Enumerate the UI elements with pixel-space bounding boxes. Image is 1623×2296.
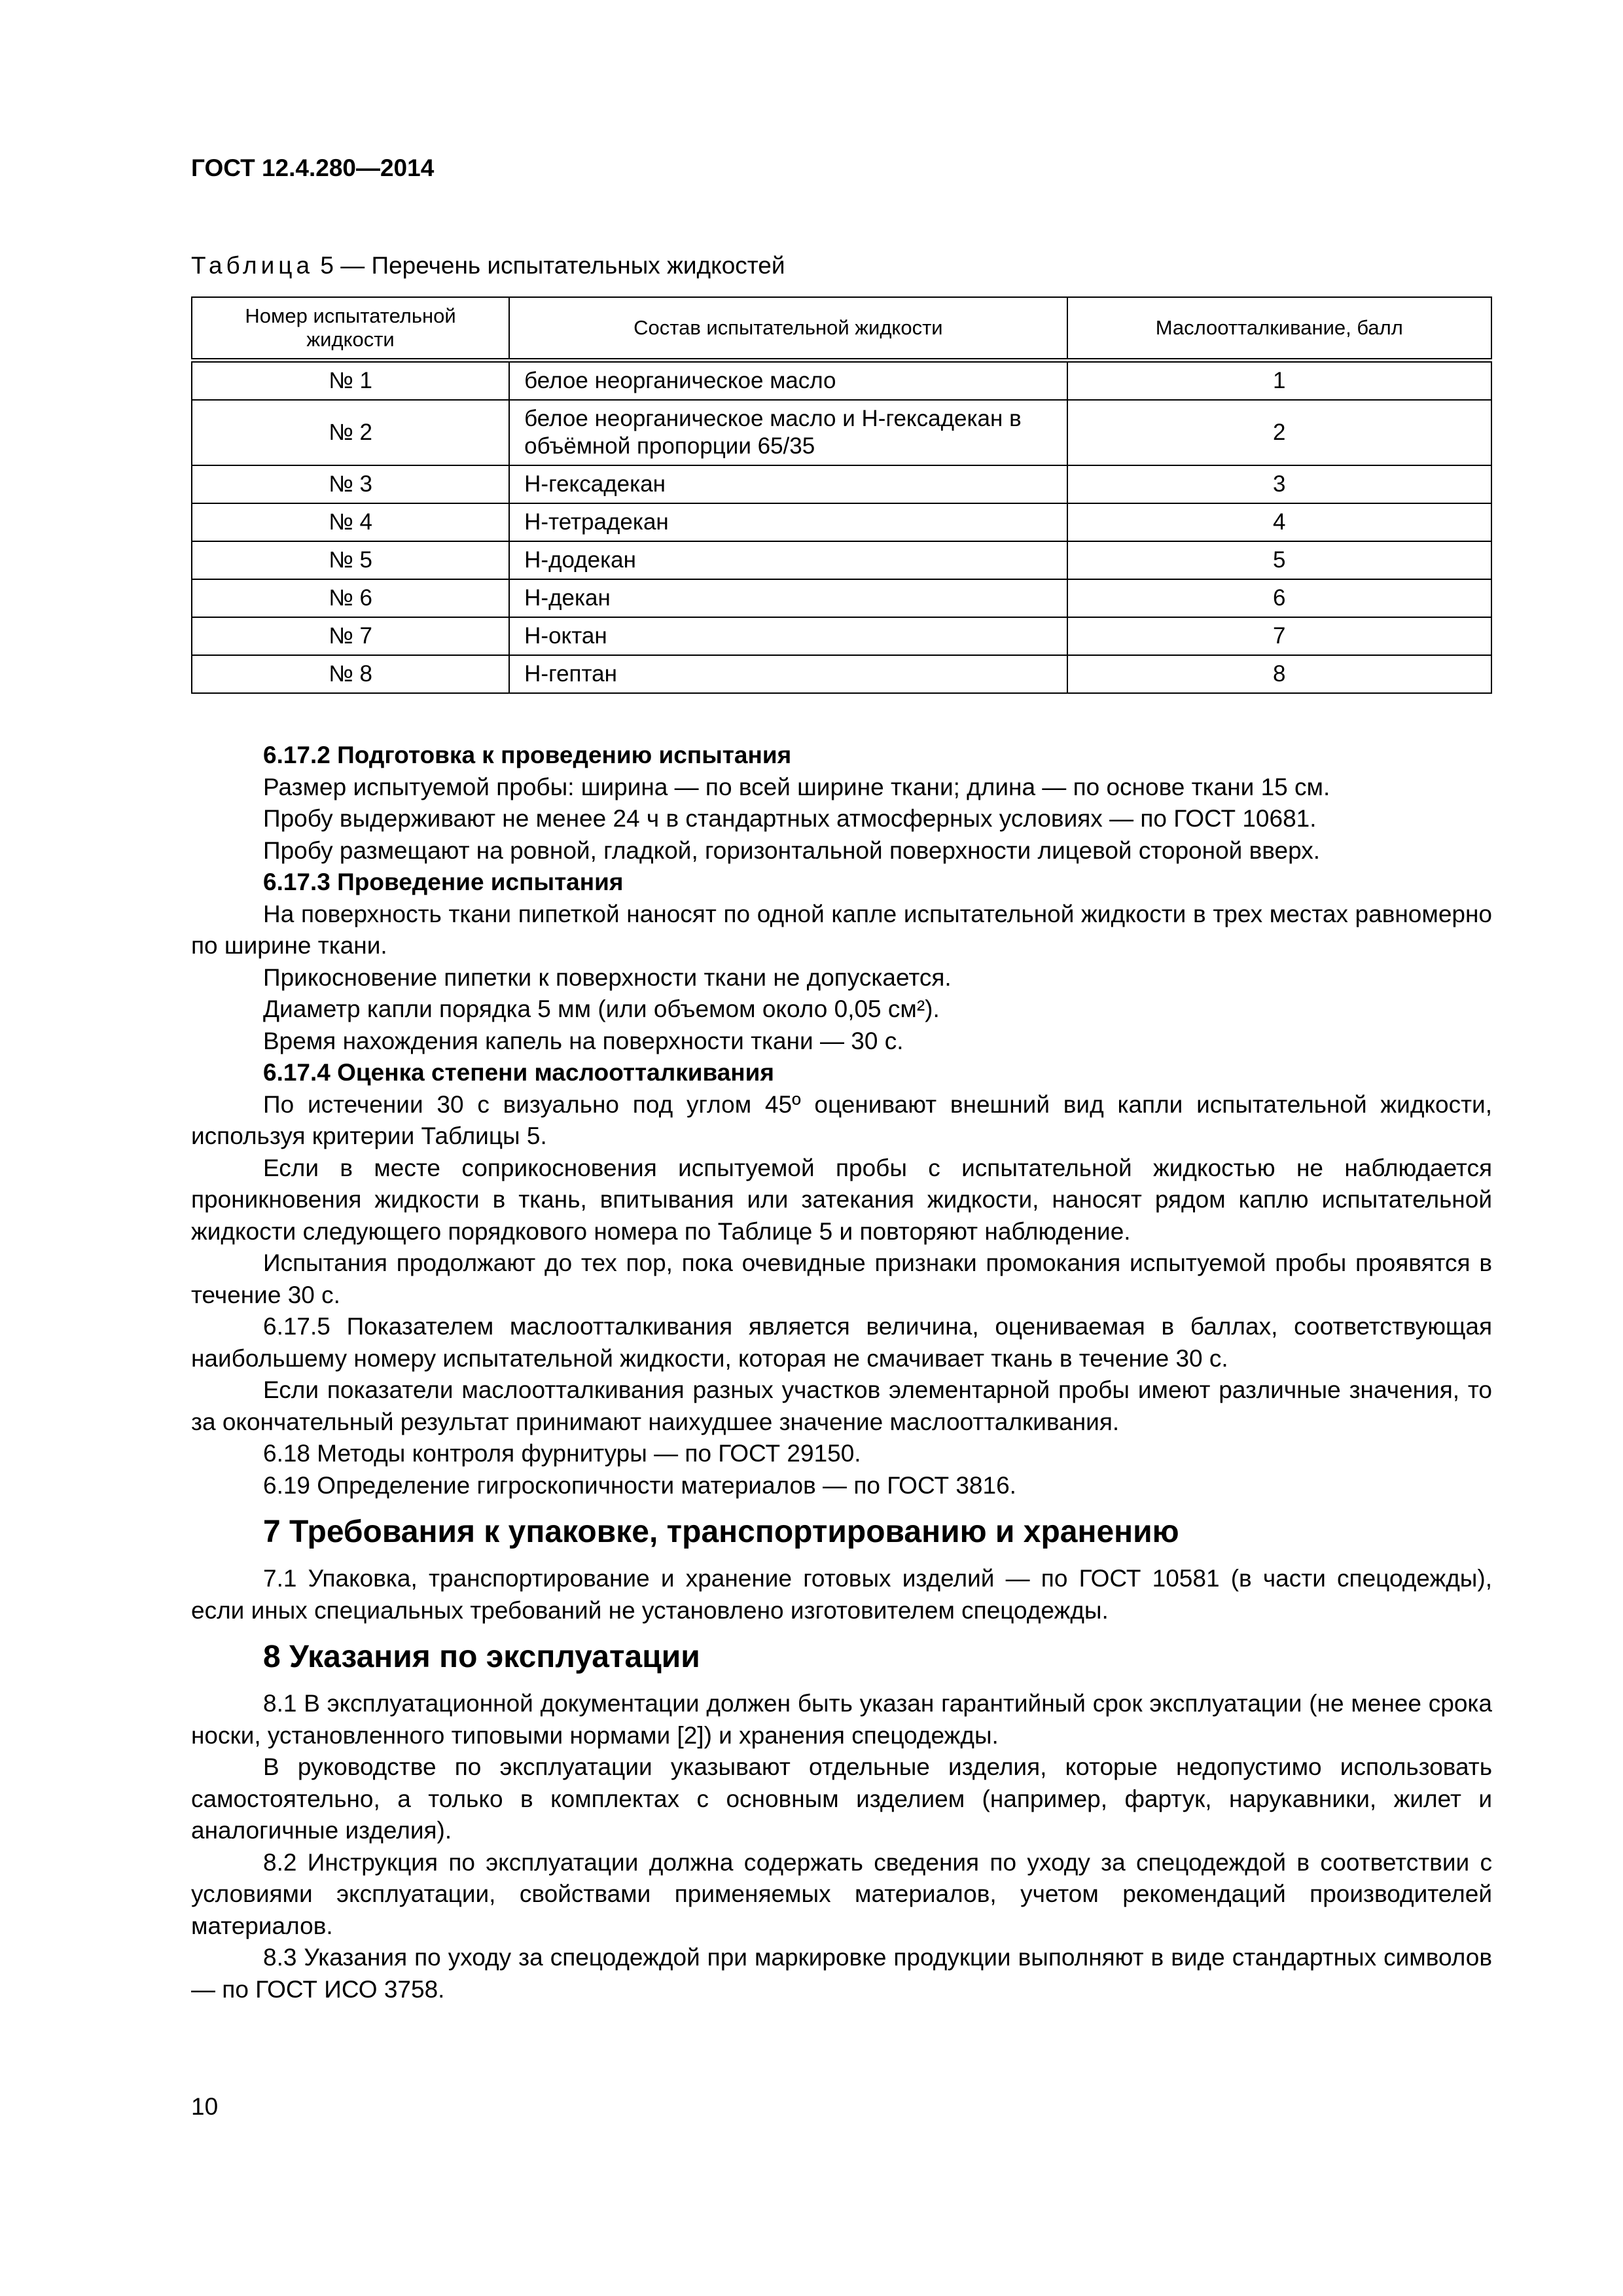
table-caption-word: Таблица xyxy=(191,252,314,279)
cell-score: 2 xyxy=(1067,400,1491,465)
cell-number: № 7 xyxy=(192,617,509,655)
paragraph-8-2: 8.2 Инструкция по эксплуатации должна содержать сведения по уходу за спецодеждой в соответствии с условиями эксплуатации, свойствами применяемых материалов, учетом рекомендаций производителей материалов. xyxy=(191,1848,1492,1939)
section-heading-6-17-3: 6.17.3 Проведение испытания xyxy=(263,869,624,895)
cell-composition: Н-декан xyxy=(509,579,1067,617)
table-row xyxy=(192,503,1491,541)
cell-score: 5 xyxy=(1067,541,1491,579)
section-heading-6-17-4: 6.17.4 Оценка степени маслоотталкивания xyxy=(263,1059,774,1086)
cell-composition: белое неорганическое масло xyxy=(509,361,1067,401)
paragraph-8-1: 8.1 В эксплуатационной документации должен быть указан гарантийный срок эксплуатации (не менее срока носки, установленного типовыми нормами [2]) и хранения спецодежды. xyxy=(191,1690,1492,1749)
paragraph: Прикосновение пипетки к поверхности ткани не допускается. xyxy=(263,963,952,991)
paragraph: Размер испытуемой пробы: ширина — по всей ширине ткани; длина — по основе ткани 15 см. xyxy=(263,773,1330,800)
cell-composition: Н-гексадекан xyxy=(509,465,1067,503)
cell-number: № 5 xyxy=(192,541,509,579)
cell-number: № 1 xyxy=(192,361,509,401)
paragraph: Если в месте соприкосновения испытуемой пробы с испытательной жидкостью не наблюдается проникновения жидкости в ткань, впитывания или затекания жидкости, наносят рядом каплю испытательной жидкости следующего порядкового номера по Таблице 5 и повторяют наблюдение. xyxy=(191,1154,1492,1245)
cell-composition: Н-тетрадекан xyxy=(509,503,1067,541)
paragraph-8-3: 8.3 Указания по уходу за спецодеждой при маркировке продукции выполняют в виде стандартных символов — по ГОСТ ИСО 3758. xyxy=(191,1944,1492,2003)
cell-composition: Н-гептан xyxy=(509,655,1067,693)
section-heading-6-17-2: 6.17.2 Подготовка к проведению испытания xyxy=(263,742,792,768)
paragraph: На поверхность ткани пипеткой наносят по одной капле испытательной жидкости в трех местах равномерно по ширине ткани. xyxy=(191,900,1492,959)
table-header-row xyxy=(192,297,1491,361)
paragraph: По истечении 30 с визуально под углом 45º оценивают внешний вид капли испытательной жидкости, используя критерии Таблицы 5. xyxy=(191,1090,1492,1149)
header-liquid-number: Номер испытательной жидкости xyxy=(192,297,509,361)
header-liquid-composition: Состав испытательной жидкости xyxy=(509,297,1067,361)
section-heading-8: 8 Указания по эксплуатации xyxy=(263,1640,700,1674)
cell-number: № 3 xyxy=(192,465,509,503)
test-liquids-table xyxy=(191,296,1492,694)
cell-number: № 6 xyxy=(192,579,509,617)
paragraph: Время нахождения капель на поверхности ткани — 30 с. xyxy=(263,1027,904,1054)
table-row xyxy=(192,617,1491,655)
table-row xyxy=(192,541,1491,579)
paragraph-6-19: 6.19 Определение гигроскопичности материалов — по ГОСТ 3816. xyxy=(263,1471,1016,1499)
table-row xyxy=(192,400,1491,465)
cell-composition: Н-додекан xyxy=(509,541,1067,579)
cell-composition: белое неорганическое масло и Н-гексадекан в объёмной пропорции 65/35 xyxy=(509,400,1067,465)
cell-score: 3 xyxy=(1067,465,1491,503)
section-heading-7: 7 Требования к упаковке, транспортированию и хранению xyxy=(263,1515,1179,1549)
table-caption xyxy=(191,252,785,279)
header-oil-repellency: Маслоотталкивание, балл xyxy=(1067,297,1491,361)
table-caption-text: 5 — Перечень испытательных жидкостей xyxy=(320,252,785,279)
paragraph: Пробу выдерживают не менее 24 ч в стандартных атмосферных условиях — по ГОСТ 10681. xyxy=(263,805,1317,832)
paragraph: Диаметр капли порядка 5 мм (или объемом около 0,05 см²). xyxy=(263,996,940,1022)
cell-number: № 8 xyxy=(192,655,509,693)
table-row xyxy=(192,655,1491,693)
cell-score: 6 xyxy=(1067,579,1491,617)
paragraph: В руководстве по эксплуатации указывают отдельные изделия, которые недопустимо использовать самостоятельно, а только в комплектах с основным изделием (например, фартук, нарукавники, жилет и аналогичные изделия). xyxy=(191,1753,1492,1844)
paragraph-7-1: 7.1 Упаковка, транспортирование и хранение готовых изделий — по ГОСТ 10581 (в части спецодежды), если иных специальных требований не установлено изготовителем спецодежды. xyxy=(191,1565,1492,1624)
table-row xyxy=(192,579,1491,617)
table-row xyxy=(192,465,1491,503)
cell-composition: Н-октан xyxy=(509,617,1067,655)
paragraph: Если показатели маслоотталкивания разных участков элементарной пробы имеют различные значения, то за окончательный результат принимают наихудшее значение маслоотталкивания. xyxy=(191,1376,1492,1435)
cell-score: 8 xyxy=(1067,655,1491,693)
document-body xyxy=(191,740,1492,2005)
paragraph: Испытания продолжают до тех пор, пока очевидные признаки промокания испытуемой пробы проявятся в течение 30 с. xyxy=(191,1249,1492,1308)
cell-score: 7 xyxy=(1067,617,1491,655)
table-row xyxy=(192,361,1491,401)
paragraph: Пробу размещают на ровной, гладкой, горизонтальной поверхности лицевой стороной вверх. xyxy=(263,836,1321,864)
cell-score: 1 xyxy=(1067,361,1491,401)
document-header: ГОСТ 12.4.280—2014 xyxy=(191,154,435,181)
cell-score: 4 xyxy=(1067,503,1491,541)
page-number: 10 xyxy=(191,2093,219,2120)
paragraph-6-18: 6.18 Методы контроля фурнитуры — по ГОСТ 29150. xyxy=(263,1440,861,1467)
paragraph-6-17-5: 6.17.5 Показателем маслоотталкивания является величина, оцениваемая в баллах, соответствующая наибольшему номеру испытательной жидкости, которая не смачивает ткань в течение 30 с. xyxy=(191,1313,1492,1372)
cell-number: № 2 xyxy=(192,400,509,465)
cell-number: № 4 xyxy=(192,503,509,541)
